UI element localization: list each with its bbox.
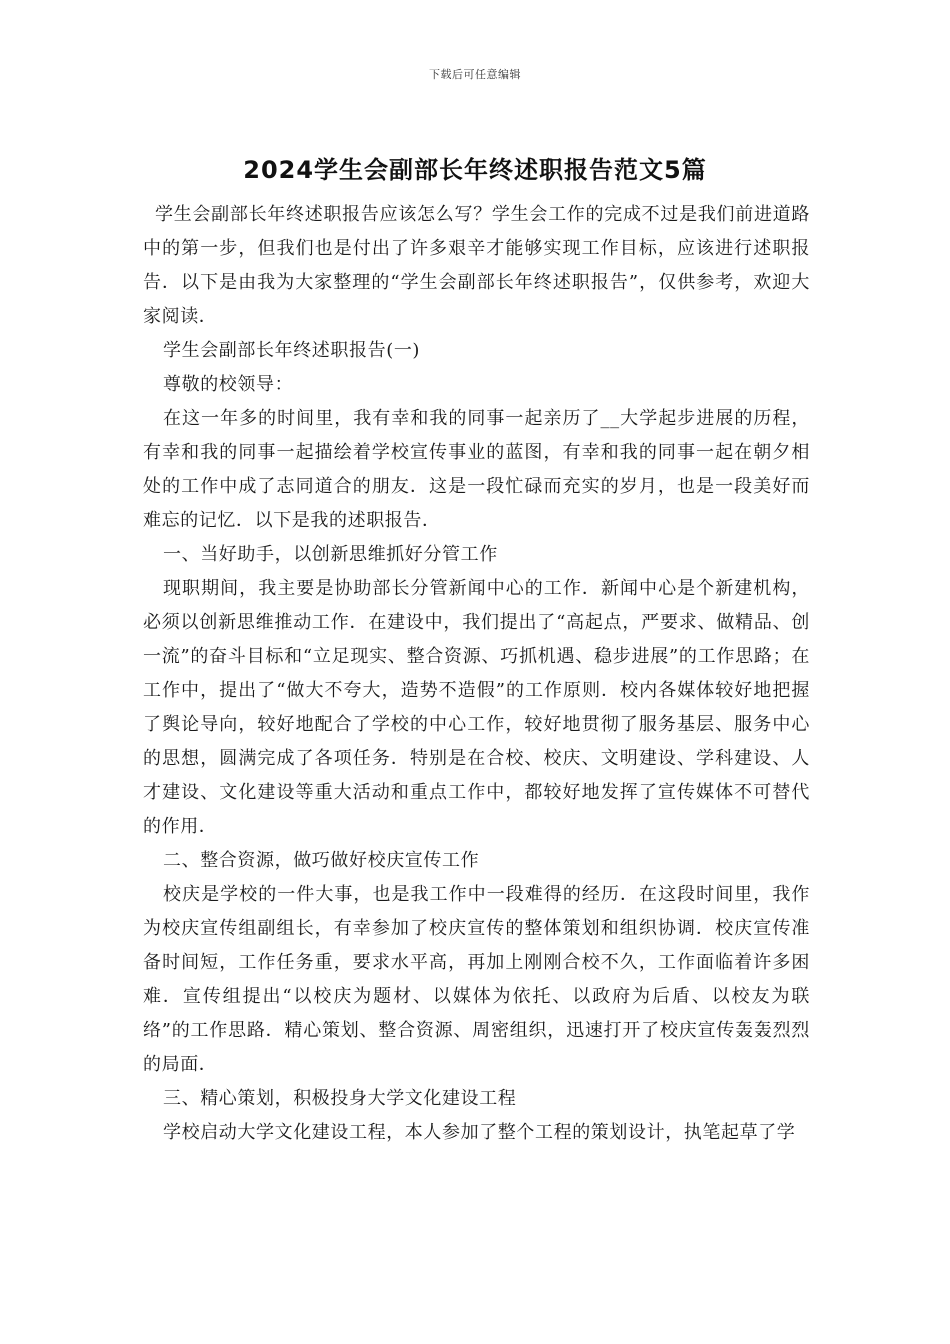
document-body [143, 198, 810, 1150]
body-paragraph: 校庆是学校的一件大事，也是我工作中一段难得的经历．在这段时间里，我作为校庆宣传组副组长，有幸参加了校庆宣传的整体策划和组织协调．校庆宣传准备时间短，工作任务重，要求水平高，再加上刚刚合校不久，工作面临着许多困难．宣传组提出“以校庆为题材、以媒体为依托、以政府为后盾、以校友为联络”的工作思路．精心策划、整合资源、周密组织，迅速打开了校庆宣传轰轰烈烈的局面． [143, 884, 810, 1075]
report-subtitle: 学生会副部长年终述职报告(一) [163, 340, 421, 361]
body-paragraph: 在这一年多的时间里，我有幸和我的同事一起亲历了__大学起步进展的历程，有幸和我的同事一起描绘着学校宣传事业的蓝图，有幸和我的同事一起在朝夕相处的工作中成了志同道合的朋友．这是一段忙碌而充实的岁月，也是一段美好而难忘的记忆．以下是我的述职报告． [143, 408, 810, 531]
section-heading: 三、精心策划，积极投身大学文化建设工程 [163, 1088, 517, 1109]
document-title: 2024学生会副部长年终述职报告范文5篇 [243, 156, 707, 184]
header-note: 下载后可任意编辑 [429, 68, 521, 81]
section-heading: 一、当好助手，以创新思维抓好分管工作 [163, 544, 498, 565]
body-paragraph: 学校启动大学文化建设工程，本人参加了整个工程的策划设计，执笔起草了学 [163, 1122, 796, 1143]
intro-paragraph: 学生会副部长年终述职报告应该怎么写？学生会工作的完成不过是我们前进道路中的第一步，但我们也是付出了许多艰辛才能够实现工作目标，应该进行述职报告．以下是由我为大家整理的“学生会副部长年终述职报告”，仅供参考，欢迎大家阅读． [143, 204, 810, 327]
section-heading: 二、整合资源，做巧做好校庆宣传工作 [163, 850, 480, 871]
salutation: 尊敬的校领导： [163, 374, 294, 395]
body-paragraph: 现职期间，我主要是协助部长分管新闻中心的工作．新闻中心是个新建机构，必须以创新思维推动工作．在建设中，我们提出了“高起点，严要求、做精品、创一流”的奋斗目标和“立足现实、整合资源、巧抓机遇、稳步进展”的工作思路；在工作中，提出了“做大不夸大，造势不造假”的工作原则．校内各媒体较好地把握了舆论导向，较好地配合了学校的中心工作，较好地贯彻了服务基层、服务中心的思想，圆满完成了各项任务．特别是在合校、校庆、文明建设、学科建设、人才建设、文化建设等重大活动和重点工作中，都较好地发挥了宣传媒体不可替代的作用． [143, 578, 810, 837]
